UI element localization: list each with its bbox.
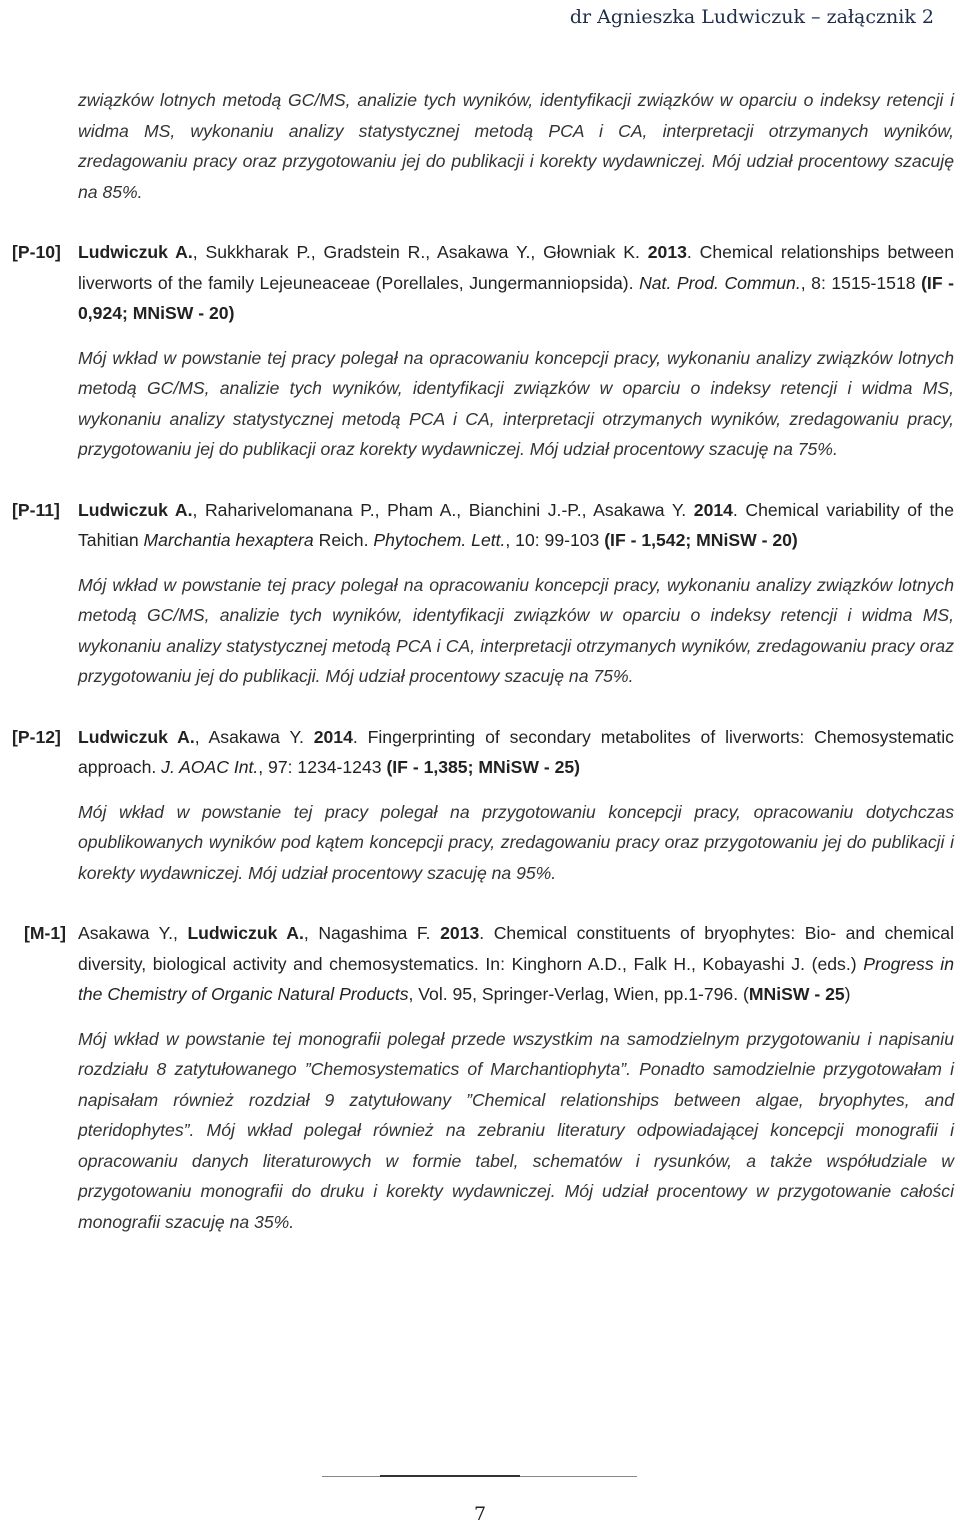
title: . Fingerprinting of secondary metabolites of liverworts: Chemosystematic approach. <box>78 726 954 777</box>
year: 2013 <box>647 242 687 262</box>
journal: J. AOAC Int. <box>161 757 259 777</box>
reference-m1 <box>12 918 954 1010</box>
close-paren: ) <box>844 984 851 1004</box>
contribution-p12: Mój wkład w powstanie tej pracy polegał na przygotowaniu koncepcji pracy, opracowaniu dotychczas opublikowanych wyników pod kątem koncepcji pracy, zredagowaniu pracy oraz przygotowaniu jej do publikacji i korekty wydawniczej. Mój udział procentowy szacuję na 95%. <box>78 801 954 883</box>
reference-label: [P-11] <box>12 499 60 520</box>
title: . Chemical constituents of bryophytes: Bio- and chemical diversity, biological activity and chemosystematics. In: Kinghorn A.D., Falk H., Kobayashi J. (eds.) <box>78 923 954 974</box>
book-title: Progress in the Chemistry of Organic Natural Products <box>78 953 954 1004</box>
journal: Nat. Prod. Commun. <box>639 272 801 293</box>
pages: , Vol. 95, Springer-Verlag, Wien, pp.1-796. ( <box>408 984 749 1004</box>
year: 2014 <box>693 499 733 520</box>
journal: Phytochem. Lett. <box>373 530 506 550</box>
footer-divider-accent <box>380 1475 520 1477</box>
contribution-p10: Mój wkład w powstanie tej pracy polegał na opracowaniu koncepcji pracy, wykonaniu analizy związków lotnych metodą GC/MS, analizie tych wyników, identyfikacji związków w oparciu o indeksy retencji i widma MS, wykonaniu analizy statystycznej metodą PCA i CA, interpretacji otrzymanych wyników, zredagowaniu pracy, przygotowaniu jej do publikacji oraz korekty wydawniczej. Mój udział procentowy szacuję na 75%. <box>78 347 954 459</box>
title-italic: Marchantia hexaptera <box>143 530 314 550</box>
title-post: Reich. <box>313 530 374 550</box>
authors-pre: Asakawa Y., <box>78 923 188 943</box>
document-body <box>12 85 954 1237</box>
reference-label: [M-1] <box>23 923 66 943</box>
author-bold: Ludwiczuk A. <box>78 726 195 747</box>
author-bold: Ludwiczuk A. <box>78 242 193 262</box>
authors: , Asakawa Y. <box>194 726 314 747</box>
reference-label: [P-10] <box>12 242 61 262</box>
contribution-p11: Mój wkład w powstanie tej pracy polegał na opracowaniu koncepcji pracy, wykonaniu analizy związków lotnych metodą GC/MS, analizie tych wyników, identyfikacji związków w oparciu o indeksy retencji i widma MS, wykonaniu analizy statystycznej metodą PCA i CA, interpretacji otrzymanych wyników, zredagowaniu pracy oraz przygotowaniu jej do publikacji. Mój udział procentowy szacuję na 75%. <box>78 574 954 686</box>
pages: , 8: 1515-1518 <box>800 272 922 293</box>
reference-label: [P-12] <box>12 726 61 747</box>
year: 2014 <box>313 726 353 747</box>
intro-paragraph: związków lotnych metodą GC/MS, analizie tych wyników, identyfikacji związków w oparciu o indeksy retencji i widma MS, wykonaniu analizy statystycznej metodą PCA i CA, interpretacji otrzymanych wyników, zredagowaniu pracy oraz przygotowaniu jej do publikacji i korekty wydawniczej. Mój udział procentowy szacuję na 85%. <box>78 90 954 202</box>
contribution-m1: Mój wkład w powstanie tej monografii polegał przede wszystkim na samodzielnym przygotowaniu i napisaniu rozdziału 8 zatytułowanego ”Chemosystematics of Marchantiophyta”. Ponadto samodzielnie przygotowałam i napisałam również rozdział 9 zatytułowany ”Chemical relationships between algae, bryophytes, and pteridophytes”. Mój wkład polegał również na zebraniu literatury odpowiadającej koncepcji monografii i opracowaniu danych literaturowych w formie tabel, schematów i rysunków, a także współudziale w przygotowaniu monografii do druku i korekty wydawniczej. Mój udział procentowy w przygotowanie całości monografii szacuję na 35%. <box>78 1028 954 1232</box>
metrics: (IF - 1,542; MNiSW - 20) <box>604 530 798 550</box>
pages: , 97: 1234-1243 <box>258 757 387 777</box>
metrics: (IF - 0,924; MNiSW - 20) <box>78 272 954 323</box>
year: 2013 <box>440 923 480 943</box>
author-bold: Ludwiczuk A. <box>187 923 304 943</box>
reference-p12 <box>12 722 954 783</box>
reference-p11 <box>12 495 954 556</box>
title: . Chemical relationships between liverworts of the family Lejeuneaceae (Porellales, Jungermanniopsida). <box>78 242 954 293</box>
authors: , Sukkharak P., Gradstein R., Asakawa Y., Głowniak K. <box>192 242 648 262</box>
pages: , 10: 99-103 <box>505 530 605 550</box>
page-number: 7 <box>473 1503 487 1525</box>
author-bold: Ludwiczuk A. <box>78 499 193 520</box>
authors: , Raharivelomanana P., Pham A., Bianchini J.-P., Asakawa Y. <box>192 499 694 520</box>
reference-p10 <box>12 237 954 329</box>
page-header: dr Agnieszka Ludwiczuk – załącznik 2 <box>569 6 934 28</box>
metrics: (IF - 1,385; MNiSW - 25) <box>386 757 580 777</box>
title-pre: . Chemical variability of the Tahitian <box>78 499 954 550</box>
authors: , Nagashima F. <box>303 923 441 943</box>
metrics: MNiSW - 25 <box>748 984 845 1004</box>
